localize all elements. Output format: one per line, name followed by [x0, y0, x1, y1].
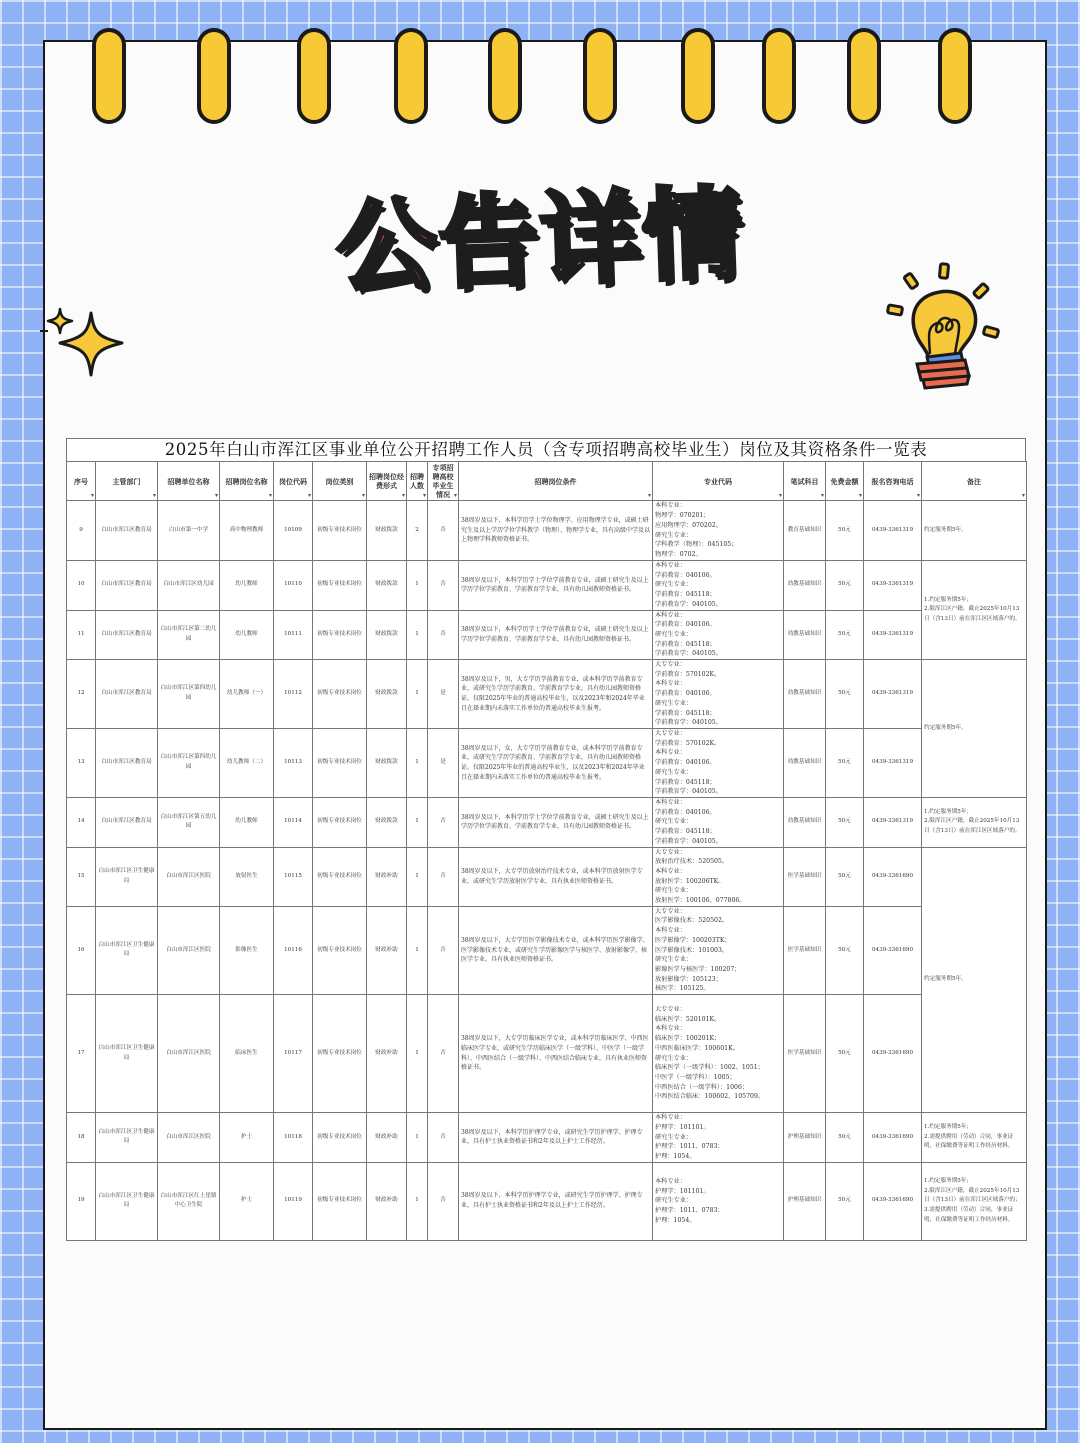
cell-remark: 约定服务期5年。	[922, 501, 1027, 561]
cell-funding: 财政拨款	[367, 798, 407, 848]
cell-post: 护士	[220, 1113, 274, 1163]
cell-category: 初级专业技术岗位	[313, 1162, 367, 1240]
cell-phone: 0439-3361690	[864, 995, 922, 1113]
cell-fee: 50元	[826, 660, 864, 729]
cell-code: 10109	[274, 501, 313, 561]
filter-dropdown-icon: ▾	[647, 492, 651, 499]
cell-fee: 50元	[826, 1113, 864, 1163]
cell-no: 17	[67, 995, 96, 1113]
cell-dept: 白山市浑江区卫生健康局	[96, 1113, 158, 1163]
header-cell[interactable]: 笔试科目 ▾	[784, 462, 826, 501]
table-row	[67, 847, 1027, 906]
cell-funding: 财政拨款	[367, 729, 407, 798]
cell-code: 10110	[274, 561, 313, 611]
cell-major-code: 本科专业： 学前教育：040106。 研究生专业： 学前教育：045118； 学前教育学：040105。	[653, 610, 784, 660]
cell-phone: 0439-3361690	[864, 847, 922, 906]
header-cell[interactable]: 岗位代码 ▾	[274, 462, 313, 501]
cell-fee: 50元	[826, 729, 864, 798]
cell-exam: 幼教基础知识	[784, 660, 826, 729]
cell-count: 2	[407, 501, 428, 561]
cell-major-code: 大专专业： 临床医学：520101K。 本科专业： 临床医学：100201K； 中西医临床医学：100601K。 研究生专业： 临床医学（一级学科）：1002、1051； 中医学（一级学科）：1005； 中西医结合（一级学科）：1006； 中西医结合临床：100602、105709。	[653, 995, 784, 1113]
table-row	[67, 798, 1027, 848]
cell-fee: 50元	[826, 847, 864, 906]
header-cell[interactable]: 招聘人数 ▾	[407, 462, 428, 501]
cell-unit: 白山市浑江区第二幼儿园	[158, 610, 220, 660]
binder-ring	[681, 28, 715, 124]
binder-ring	[847, 28, 881, 124]
cell-fee: 50元	[826, 610, 864, 660]
lightbulb-icon	[885, 262, 1005, 392]
cell-unit: 白山市浑江区第四幼儿园	[158, 660, 220, 729]
cell-major-code: 本科专业： 护理学：101101。 研究生专业： 护理学：1011、0783； 护理：1054。	[653, 1162, 784, 1240]
cell-code: 10119	[274, 1162, 313, 1240]
cell-post: 临床医生	[220, 995, 274, 1113]
cell-conditions: 38周岁及以下，本科学历学士学位物理学、应用物理学专业，或硕士研究生及以上学历学位学科教学（物理）、物理学专业，具有高级中学及以上物理学科教师资格证书。	[459, 501, 653, 561]
cell-exam: 幼教基础知识	[784, 798, 826, 848]
cell-graduate: 否	[428, 798, 459, 848]
cell-count: 1	[407, 995, 428, 1113]
cell-conditions: 38周岁及以下，本科学历学士学位学前教育专业，或硕士研究生及以上学历学位学前教育、学前教育学专业，具有幼儿园教师资格证书。	[459, 610, 653, 660]
cell-dept: 白山市浑江区教育局	[96, 610, 158, 660]
cell-conditions: 38周岁及以下，大专学历医学影像技术专业，或本科学历医学影像学、医学影像技术专业，或研究生学历影像医学与核医学、放射影像学、核医学专业，具有执业医师资格证书。	[459, 906, 653, 994]
cell-no: 12	[67, 660, 96, 729]
filter-dropdown-icon: ▾	[858, 492, 862, 499]
cell-no: 9	[67, 501, 96, 561]
cell-unit: 白山市浑江区医院	[158, 995, 220, 1113]
cell-funding: 财政拨款	[367, 610, 407, 660]
cell-category: 初级专业技术岗位	[313, 995, 367, 1113]
cell-count: 1	[407, 561, 428, 611]
cell-exam: 护理基础知识	[784, 1162, 826, 1240]
cell-fee: 50元	[826, 906, 864, 994]
cell-fee: 50元	[826, 501, 864, 561]
filter-dropdown-icon: ▾	[401, 492, 405, 499]
cell-category: 初级专业技术岗位	[313, 729, 367, 798]
header-cell[interactable]: 报名咨询电话 ▾	[864, 462, 922, 501]
cell-code: 10111	[274, 610, 313, 660]
sparkle-icon	[36, 305, 131, 385]
cell-funding: 财政补助	[367, 1162, 407, 1240]
cell-major-code: 本科专业： 护理学：101101。 研究生专业： 护理学：1011、0783； 护理：1054。	[653, 1113, 784, 1163]
cell-unit: 白山市浑江区第五幼儿园	[158, 798, 220, 848]
cell-remark: 1.约定服务期5年； 2.限浑江区户籍，截止2025年10月13日（含13日）前在浑江区区域落户的； 3.需提供聘用（劳动）合同，事业证明，社保缴费等证明工作经历材料。	[922, 1162, 1027, 1240]
cell-graduate: 否	[428, 995, 459, 1113]
cell-conditions: 38周岁及以下，本科学历护理学专业，或研究生学历护理学、护理专业，具有护士执业资格证书和2年及以上护士工作经历。	[459, 1162, 653, 1240]
header-cell[interactable]: 招聘单位名称 ▾	[158, 462, 220, 501]
job-table	[66, 461, 1027, 1241]
cell-major-code: 大专专业： 学前教育：570102K。 本科专业： 学前教育：040106。 研究生专业： 学前教育：045118； 学前教育学：040105。	[653, 729, 784, 798]
cell-phone: 0439-3361690	[864, 1162, 922, 1240]
binder-ring	[297, 28, 331, 124]
cell-code: 10112	[274, 660, 313, 729]
cell-code: 10116	[274, 906, 313, 994]
filter-dropdown-icon: ▾	[422, 492, 426, 499]
binder-ring	[92, 28, 126, 124]
cell-graduate: 是	[428, 729, 459, 798]
job-table-sheet	[66, 438, 1026, 1241]
cell-conditions: 38周岁及以下，大专学历放射治疗技术专业，或本科学历放射医学专业，或研究生学历放射医学专业，具有执业医师资格证书。	[459, 847, 653, 906]
cell-remark: 1.约定服务期5年； 2.限浑江区户籍，截止2025年10月13日（含13日）前在浑江区区域落户的。	[922, 798, 1027, 848]
filter-dropdown-icon: ▾	[778, 492, 782, 499]
cell-code: 10114	[274, 798, 313, 848]
cell-funding: 财政补助	[367, 906, 407, 994]
binder-ring	[762, 28, 796, 124]
cell-exam: 护理基础知识	[784, 1113, 826, 1163]
table-title: 2025年白山市浑江区事业单位公开招聘工作人员（含专项招聘高校毕业生）岗位及其资格条件一览表	[66, 438, 1026, 461]
cell-exam: 幼教基础知识	[784, 561, 826, 611]
cell-count: 1	[407, 798, 428, 848]
cell-funding: 财政补助	[367, 995, 407, 1113]
cell-conditions: 38周岁及以下，本科学历学士学位学前教育专业，或硕士研究生及以上学历学位学前教育、学前教育学专业，具有幼儿园教师资格证书。	[459, 798, 653, 848]
cell-unit: 白山市浑江区医院	[158, 1113, 220, 1163]
cell-dept: 白山市浑江区教育局	[96, 501, 158, 561]
cell-no: 14	[67, 798, 96, 848]
cell-major-code: 大专专业： 医学影像技术：520502。 本科专业： 医学影像学：100203TK； 医学影像技术：101003。 研究生专业： 影像医学与核医学：100207； 放射影像学：105123； 核医学：105125。	[653, 906, 784, 994]
cell-count: 1	[407, 610, 428, 660]
cell-remark: 1.约定服务期5年； 2.需提供聘用（劳动）合同，事业证明，社保缴费等证明工作经历材料。	[922, 1113, 1027, 1163]
filter-dropdown-icon: ▾	[916, 492, 920, 499]
cell-post: 幼儿教师（二）	[220, 729, 274, 798]
cell-count: 1	[407, 1162, 428, 1240]
cell-dept: 白山市浑江区卫生健康局	[96, 995, 158, 1113]
cell-count: 1	[407, 1113, 428, 1163]
cell-count: 1	[407, 847, 428, 906]
cell-dept: 白山市浑江区卫生健康局	[96, 906, 158, 994]
cell-remark: 约定服务期5年。	[922, 660, 1027, 798]
cell-conditions: 38周岁及以下，男，大专学历学前教育专业，或本科学历学前教育专业，或研究生学历学前教育、学前教育学专业，具有幼儿园教师资格证。仅限2025年毕业的普通高校毕业生，以及2023年和2024年毕业且在择业期内未落实工作单位的普通高校毕业生报考。	[459, 660, 653, 729]
cell-post: 放射医生	[220, 847, 274, 906]
cell-conditions: 38周岁及以下，本科学历学士学位学前教育专业，或硕士研究生及以上学历学位学前教育、学前教育学专业，具有幼儿园教师资格证书。	[459, 561, 653, 611]
cell-category: 初级专业技术岗位	[313, 1113, 367, 1163]
cell-no: 13	[67, 729, 96, 798]
cell-dept: 白山市浑江区教育局	[96, 798, 158, 848]
cell-funding: 财政拨款	[367, 561, 407, 611]
table-row	[67, 1162, 1027, 1240]
cell-unit: 白山市浑江区幼儿园	[158, 561, 220, 611]
header-cell[interactable]: 招聘岗位经费形式 ▾	[367, 462, 407, 501]
filter-dropdown-icon: ▾	[90, 492, 94, 499]
cell-post: 幼儿教师	[220, 610, 274, 660]
cell-graduate: 否	[428, 847, 459, 906]
cell-fee: 50元	[826, 798, 864, 848]
table-row	[67, 729, 1027, 798]
cell-exam: 医学基础知识	[784, 847, 826, 906]
cell-no: 19	[67, 1162, 96, 1240]
cell-dept: 白山市浑江区教育局	[96, 729, 158, 798]
filter-dropdown-icon: ▾	[268, 492, 272, 499]
cell-phone: 0439-3361319	[864, 610, 922, 660]
cell-graduate: 否	[428, 906, 459, 994]
header-cell[interactable]: 序号 ▾	[67, 462, 96, 501]
cell-fee: 50元	[826, 995, 864, 1113]
cell-conditions: 38周岁及以下，女，大专学历学前教育专业，或本科学历学前教育专业，或研究生学历学前教育、学前教育学专业，具有幼儿园教师资格证。仅限2025年毕业的普通高校毕业生，以及2023年和2024年毕业且在择业期内未落实工作单位的普通高校毕业生报考。	[459, 729, 653, 798]
filter-dropdown-icon: ▾	[820, 492, 824, 499]
filter-dropdown-icon: ▾	[152, 492, 156, 499]
cell-phone: 0439-3361319	[864, 561, 922, 611]
cell-unit: 白山市浑江区红土崖镇中心卫生院	[158, 1162, 220, 1240]
cell-category: 初级专业技术岗位	[313, 501, 367, 561]
filter-dropdown-icon: ▾	[361, 492, 365, 499]
table-row	[67, 906, 1027, 994]
cell-graduate: 否	[428, 561, 459, 611]
cell-phone: 0439-3361690	[864, 906, 922, 994]
cell-conditions: 38周岁及以下，本科学历护理学专业，或研究生学历护理学、护理专业，具有护士执业资格证书和2年及以上护士工作经历。	[459, 1113, 653, 1163]
filter-dropdown-icon: ▾	[307, 492, 311, 499]
cell-graduate: 否	[428, 1113, 459, 1163]
cell-dept: 白山市浑江区卫生健康局	[96, 1162, 158, 1240]
cell-exam: 幼教基础知识	[784, 729, 826, 798]
cell-funding: 财政拨款	[367, 501, 407, 561]
header-cell[interactable]: 招聘岗位条件 ▾	[459, 462, 653, 501]
cell-graduate: 否	[428, 610, 459, 660]
binder-ring	[394, 28, 428, 124]
table-row	[67, 561, 1027, 611]
binder-ring	[197, 28, 231, 124]
cell-post: 高中物理教师	[220, 501, 274, 561]
cell-graduate: 否	[428, 1162, 459, 1240]
cell-conditions: 38周岁及以下，大专学历临床医学专业，或本科学历临床医学、中西医临床医学专业，或研究生学历临床医学（一级学科）、中医学（一级学科）、中西医结合（一级学科）、中西医结合临床专业，具有执业医师资格证书。	[459, 995, 653, 1113]
header-cell[interactable]: 岗位类别 ▾	[313, 462, 367, 501]
cell-funding: 财政补助	[367, 847, 407, 906]
cell-exam: 教育基础知识	[784, 501, 826, 561]
cell-category: 初级专业技术岗位	[313, 798, 367, 848]
binder-ring	[583, 28, 617, 124]
cell-fee: 50元	[826, 1162, 864, 1240]
binder-ring	[938, 28, 972, 124]
cell-funding: 财政拨款	[367, 660, 407, 729]
cell-unit: 白山市浑江区第四幼儿园	[158, 729, 220, 798]
cell-code: 10115	[274, 847, 313, 906]
cell-exam: 医学基础知识	[784, 906, 826, 994]
table-row	[67, 610, 1027, 660]
filter-dropdown-icon: ▾	[214, 492, 218, 499]
header-cell[interactable]: 招聘岗位名称 ▾	[220, 462, 274, 501]
cell-fee: 50元	[826, 561, 864, 611]
table-header-row	[67, 462, 1027, 501]
cell-category: 初级专业技术岗位	[313, 847, 367, 906]
cell-post: 幼儿教师	[220, 798, 274, 848]
cell-unit: 白山市浑江区医院	[158, 847, 220, 906]
cell-category: 初级专业技术岗位	[313, 610, 367, 660]
cell-graduate: 否	[428, 501, 459, 561]
cell-phone: 0439-3361319	[864, 729, 922, 798]
cell-major-code: 本科专业： 物理学：070201； 应用物理学：070202。 研究生专业： 学科教学（物理）：045105； 物理学：0702。	[653, 501, 784, 561]
cell-funding: 财政补助	[367, 1113, 407, 1163]
cell-count: 1	[407, 729, 428, 798]
cell-unit: 白山市第一中学	[158, 501, 220, 561]
cell-count: 1	[407, 906, 428, 994]
cell-post: 幼儿教师	[220, 561, 274, 611]
cell-remark: 约定服务期5年。	[922, 847, 1027, 1113]
header-cell[interactable]: 主管部门 ▾	[96, 462, 158, 501]
table-row	[67, 1113, 1027, 1163]
cell-post: 护士	[220, 1162, 274, 1240]
cell-exam: 幼教基础知识	[784, 610, 826, 660]
cell-category: 初级专业技术岗位	[313, 660, 367, 729]
table-row	[67, 501, 1027, 561]
cell-dept: 白山市浑江区教育局	[96, 660, 158, 729]
cell-remark: 1.约定服务期5年； 2.限浑江区户籍，截止2025年10月13日（含13日）前在浑江区区域落户的。	[922, 561, 1027, 660]
cell-category: 初级专业技术岗位	[313, 906, 367, 994]
cell-post: 影像医生	[220, 906, 274, 994]
cell-dept: 白山市浑江区卫生健康局	[96, 847, 158, 906]
cell-no: 15	[67, 847, 96, 906]
page-title: 公告详情	[334, 174, 747, 307]
filter-dropdown-icon: ▾	[453, 492, 457, 499]
cell-count: 1	[407, 660, 428, 729]
cell-major-code: 大专专业： 学前教育：570102K。 本科专业： 学前教育：040106。 研究生专业： 学前教育：045118； 学前教育学：040105。	[653, 660, 784, 729]
header-cell[interactable]: 备注 ▾	[922, 462, 1027, 501]
cell-major-code: 本科专业： 学前教育：040106。 研究生专业： 学前教育：045118； 学前教育学：040105。	[653, 798, 784, 848]
header-cell[interactable]: 专项招聘高校毕业生情况 ▾	[428, 462, 459, 501]
cell-unit: 白山市浑江区医院	[158, 906, 220, 994]
cell-no: 10	[67, 561, 96, 611]
cell-code: 10118	[274, 1113, 313, 1163]
cell-category: 初级专业技术岗位	[313, 561, 367, 611]
cell-no: 16	[67, 906, 96, 994]
filter-dropdown-icon: ▾	[1021, 492, 1025, 499]
binder-ring	[488, 28, 522, 124]
header-cell[interactable]: 专业代码 ▾	[653, 462, 784, 501]
cell-dept: 白山市浑江区教育局	[96, 561, 158, 611]
cell-exam: 医学基础知识	[784, 995, 826, 1113]
cell-phone: 0439-3361319	[864, 798, 922, 848]
table-row	[67, 995, 1027, 1113]
cell-major-code: 本科专业： 学前教育：040106。 研究生专业： 学前教育：045118； 学前教育学：040105。	[653, 561, 784, 611]
header-cell[interactable]: 免费金额 ▾	[826, 462, 864, 501]
cell-code: 10113	[274, 729, 313, 798]
cell-no: 18	[67, 1113, 96, 1163]
table-row	[67, 660, 1027, 729]
cell-phone: 0439-3361319	[864, 501, 922, 561]
cell-graduate: 是	[428, 660, 459, 729]
cell-phone: 0439-3361690	[864, 1113, 922, 1163]
cell-phone: 0439-3361319	[864, 660, 922, 729]
cell-no: 11	[67, 610, 96, 660]
cell-post: 幼儿教师（一）	[220, 660, 274, 729]
cell-code: 10117	[274, 995, 313, 1113]
cell-major-code: 大专专业： 放射治疗技术：520505。 本科专业： 放射医学：100206TK。 研究生专业： 放射医学：100106、077806。	[653, 847, 784, 906]
